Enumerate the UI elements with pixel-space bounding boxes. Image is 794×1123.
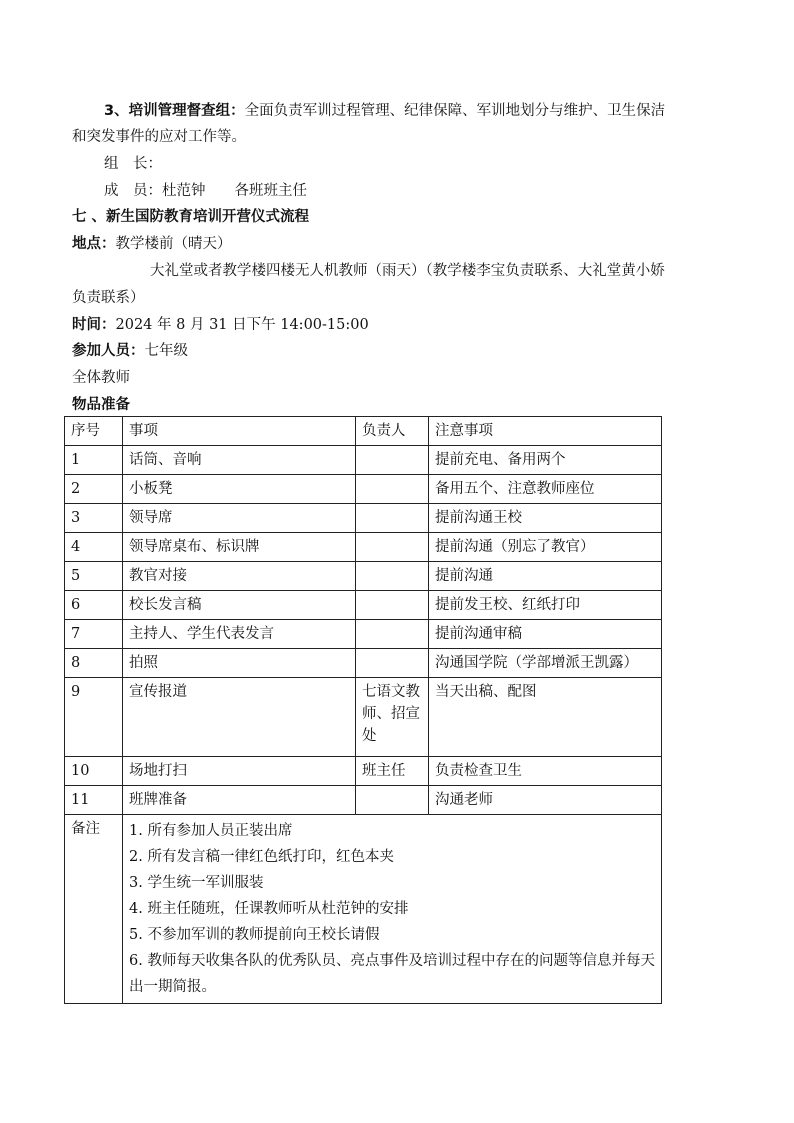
row-note: 提前发王校、红纸打印 (429, 591, 662, 620)
header-cell: 事项 (123, 417, 356, 446)
section3-desc-cont: 和突发事件的应对工作等。 (72, 129, 246, 145)
row-owner (356, 533, 429, 562)
row-item: 场地打扫 (123, 757, 356, 786)
table-row (65, 757, 662, 786)
row-note: 提前沟通（别忘了教官） (429, 533, 662, 562)
row-item: 领导席 (123, 504, 356, 533)
row-no: 9 (65, 678, 123, 757)
row-item: 小板凳 (123, 475, 356, 504)
row-item: 班牌准备 (123, 786, 356, 815)
row-no: 5 (65, 562, 123, 591)
header-cell: 序号 (65, 417, 123, 446)
row-no: 10 (65, 757, 123, 786)
row-owner (356, 620, 429, 649)
row-owner (356, 475, 429, 504)
time-label: 时间： (72, 317, 116, 333)
table-row (65, 475, 662, 504)
row-owner (356, 649, 429, 678)
row-item: 话筒、音响 (123, 446, 356, 475)
row-owner: 七语文教师、招宣处 (356, 678, 429, 757)
location-label: 地点： (72, 236, 116, 252)
row-note: 提前沟通 (429, 562, 662, 591)
row-note: 沟通国学院（学部增派王凯露） (429, 649, 662, 678)
row-note: 沟通老师 (429, 786, 662, 815)
section3-paragraph (104, 100, 665, 122)
row-owner (356, 562, 429, 591)
remark-item: 2. 所有发言稿一律红色纸打印，红色本夹 (129, 849, 394, 865)
location-line (72, 233, 232, 255)
row-owner (356, 504, 429, 533)
table-row (65, 786, 662, 815)
items-table (64, 416, 662, 1004)
row-owner (356, 446, 429, 475)
time-value: 2024 年 8 月 31 日下午 14:00-15:00 (115, 317, 369, 333)
row-no: 11 (65, 786, 123, 815)
remark-item: 3. 学生统一军训服装 (129, 875, 264, 891)
row-note: 备用五个、注意教师座位 (429, 475, 662, 504)
participants-line (72, 340, 188, 362)
participants-value: 七年级 (144, 343, 188, 359)
row-no: 6 (65, 591, 123, 620)
table-row (65, 591, 662, 620)
row-item: 宣传报道 (123, 678, 356, 757)
row-no: 7 (65, 620, 123, 649)
remarks-cell (123, 815, 662, 1004)
table-row (65, 533, 662, 562)
table-row (65, 649, 662, 678)
remark-item: 4. 班主任随班，任课教师听从杜范钟的安排 (129, 901, 409, 917)
row-note: 提前充电、备用两个 (429, 446, 662, 475)
section3-leader: 组 长： (104, 156, 162, 172)
row-item: 拍照 (123, 649, 356, 678)
section7-heading: 七 、新生国防教育培训开营仪式流程 (72, 209, 310, 225)
time-line (72, 314, 369, 336)
remarks-label: 备注 (65, 815, 123, 1004)
location-value: 教学楼前（晴天） (115, 236, 232, 252)
table-row (65, 678, 662, 757)
row-item: 主持人、学生代表发言 (123, 620, 356, 649)
row-owner (356, 591, 429, 620)
items-heading: 物品准备 (72, 397, 130, 413)
section3-desc: 全面负责军训过程管理、纪律保障、军训地划分与维护、卫生保洁 (244, 103, 666, 119)
row-item: 教官对接 (123, 562, 356, 591)
table-row (65, 504, 662, 533)
header-cell: 负责人 (356, 417, 429, 446)
remarks-row (65, 815, 662, 1004)
remark-item: 1. 所有参加人员正装出席 (129, 823, 293, 839)
row-no: 1 (65, 446, 123, 475)
location-alt-cont: 负责联系） (72, 290, 145, 306)
table-row (65, 562, 662, 591)
header-cell: 注意事项 (429, 417, 662, 446)
row-item: 领导席桌布、标识牌 (123, 533, 356, 562)
row-note: 提前沟通审稿 (429, 620, 662, 649)
table-row (65, 620, 662, 649)
table-row (65, 446, 662, 475)
participants-value2: 全体教师 (72, 370, 130, 386)
row-note: 负责检查卫生 (429, 757, 662, 786)
location-alt: 大礼堂或者教学楼四楼无人机教师（雨天）（教学楼李宝负责联系、大礼堂黄小娇 (150, 263, 665, 279)
row-no: 2 (65, 475, 123, 504)
row-owner: 班主任 (356, 757, 429, 786)
section3-title: 3、培训管理督查组： (104, 103, 245, 119)
row-no: 3 (65, 504, 123, 533)
participants-label: 参加人员： (72, 343, 145, 359)
remark-item: 6. 教师每天收集各队的优秀队员、亮点事件及培训过程中存在的问题等信息并每天出一期简报。 (129, 953, 655, 995)
section3-members: 成 员：杜范钟 各班班主任 (104, 183, 307, 199)
table-header-row (65, 417, 662, 446)
row-no: 8 (65, 649, 123, 678)
row-no: 4 (65, 533, 123, 562)
row-owner (356, 786, 429, 815)
row-note: 当天出稿、配图 (429, 678, 662, 757)
remark-item: 5. 不参加军训的教师提前向王校长请假 (129, 927, 380, 943)
row-item: 校长发言稿 (123, 591, 356, 620)
row-note: 提前沟通王校 (429, 504, 662, 533)
